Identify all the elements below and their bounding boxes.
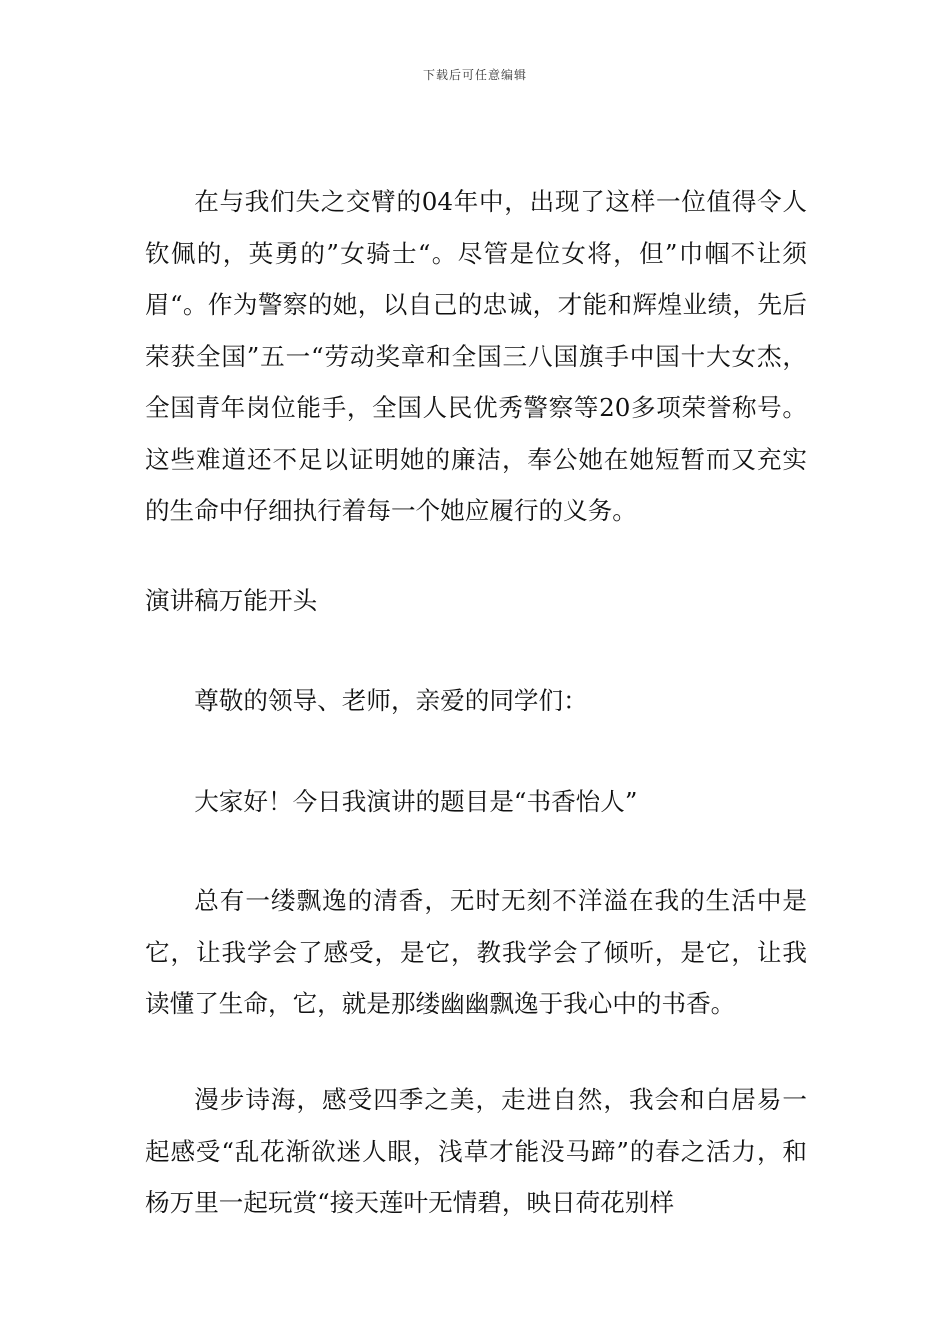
salutation-paragraph xyxy=(145,675,807,727)
body-paragraph-1 xyxy=(145,176,807,537)
page-header-note: 下载后可任意编辑 xyxy=(422,68,527,82)
salutation-text: 尊敬的领导、老师，亲爱的同学们： xyxy=(194,686,588,715)
body-paragraph-3 xyxy=(145,1074,807,1229)
paragraph-text: 在与我们失之交臂的04年中，出现了这样一位值得令人钦佩的，英勇的”女骑士“。尽管是位女将，但”巾帼不让须眉“。作为警察的她，以自己的忠诚，才能和辉煌业绩，先后荣获全国”五一“劳动奖章和全国三八国旗手中国十大女杰，全国青年岗位能手，全国人民优秀警察等20多项荣誉称号。这些难道还不足以证明她的廉洁，奉公她在她短暂而又充实的生命中仔细执行着每一个她应履行的义务。 xyxy=(145,187,807,525)
paragraph-text: 漫步诗海，感受四季之美，走进自然，我会和白居易一起感受“乱花渐欲迷人眼，浅草才能没马蹄”的春之活力，和杨万里一起玩赏“接天莲叶无情碧，映日荷花别样 xyxy=(145,1085,807,1217)
body-paragraph-2 xyxy=(145,875,807,1030)
section-heading xyxy=(145,575,807,627)
paragraph-text: 总有一缕飘逸的清香，无时无刻不洋溢在我的生活中是它，让我学会了感受，是它，教我学会了倾听，是它，让我读懂了生命，它，就是那缕幽幽飘逸于我心中的书香。 xyxy=(145,886,807,1018)
greeting-text: 大家好！今日我演讲的题目是“书香怡人” xyxy=(194,787,638,816)
greeting-paragraph xyxy=(145,776,807,828)
heading-text: 演讲稿万能开头 xyxy=(145,586,318,615)
